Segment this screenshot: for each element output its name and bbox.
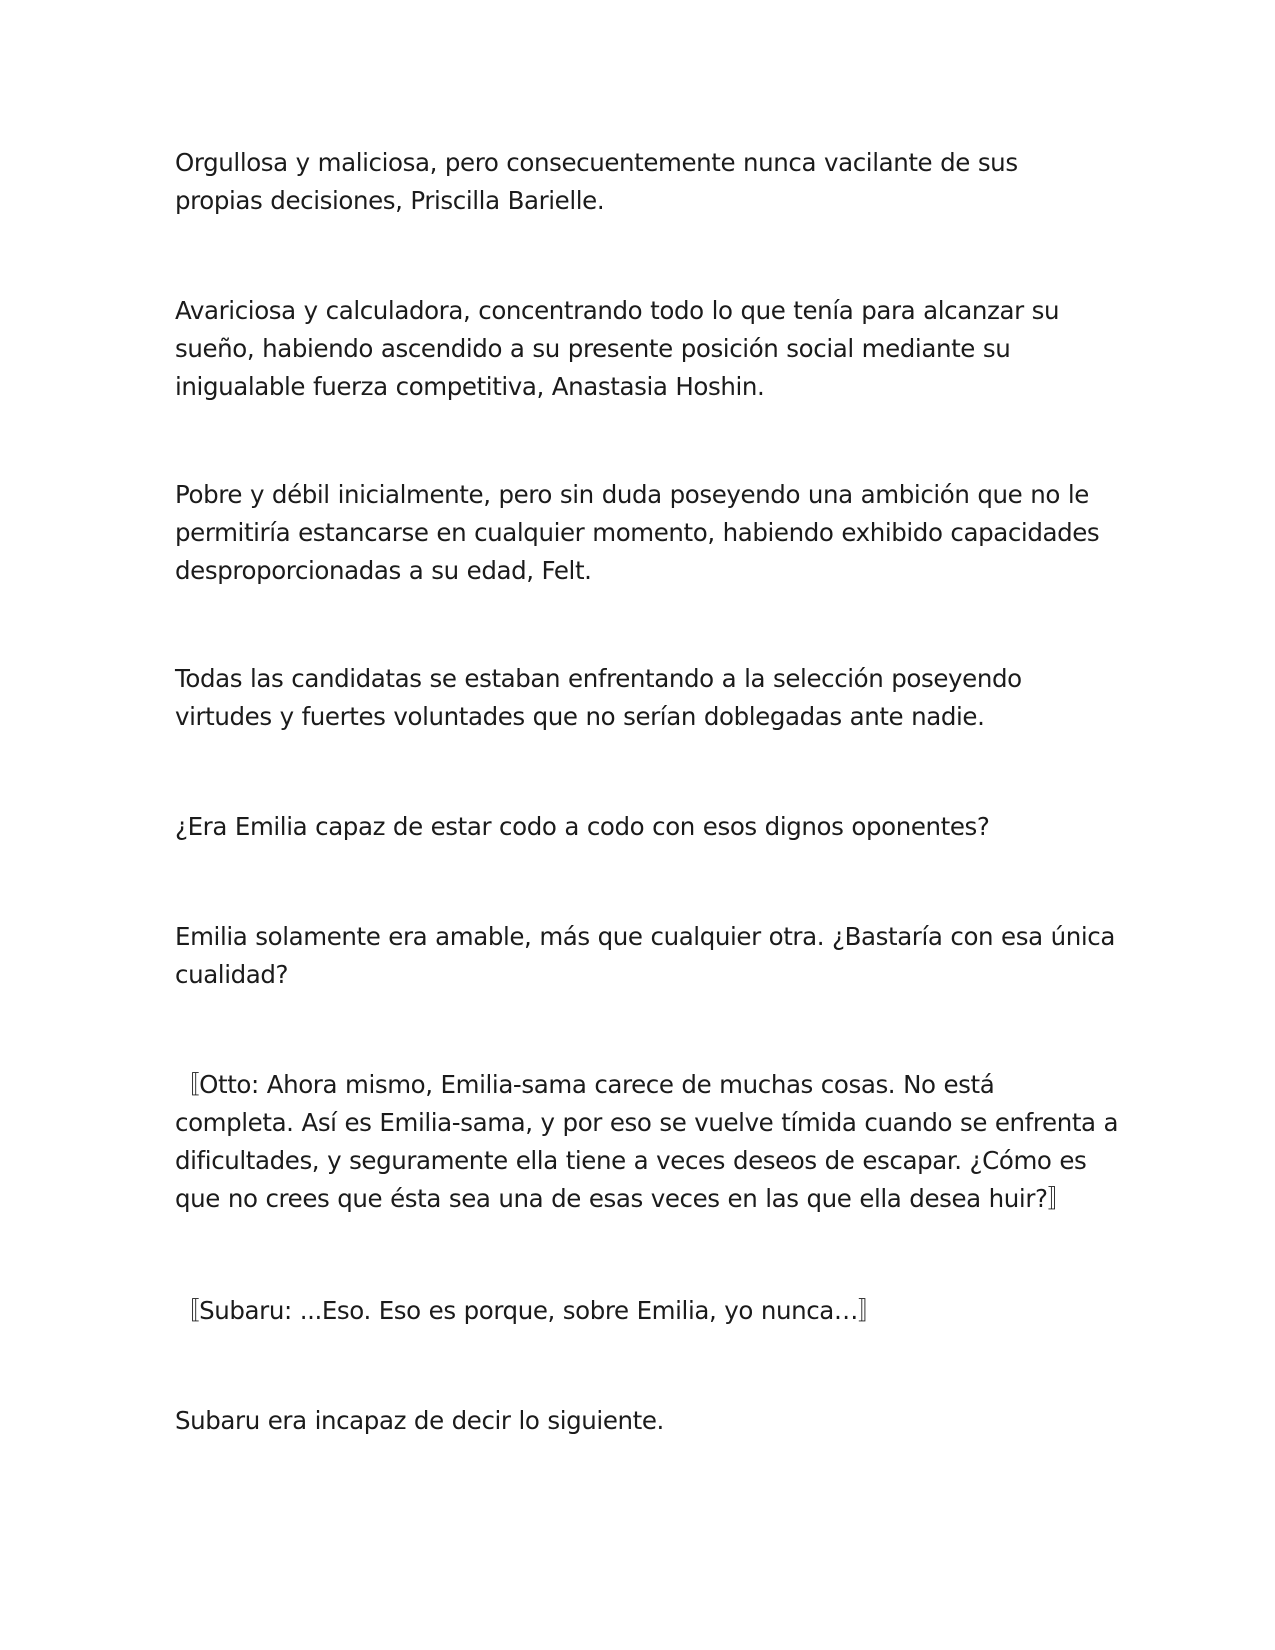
paragraph-question	[175, 808, 1095, 846]
text-line: 〚Subaru: ...Eso. Eso es porque, sobre Emilia, yo nunca…〛	[175, 1296, 883, 1325]
paragraph-otto-quote	[175, 1066, 1119, 1218]
paragraph-anastasia	[175, 292, 1095, 406]
text-line: permitiría estancarse en cualquier momento, habiendo exhibido capacidades	[175, 518, 1100, 547]
text-line: Orgullosa y maliciosa, pero consecuentemente nunca vacilante de sus	[175, 148, 1018, 177]
text-line: ¿Era Emilia capaz de estar codo a codo con esos dignos oponentes?	[175, 812, 990, 841]
text-line: Pobre y débil inicialmente, pero sin duda poseyendo una ambición que no le	[175, 480, 1089, 509]
text-line: Todas las candidatas se estaban enfrentando a la selección poseyendo	[175, 664, 1022, 693]
text-line: 〚Otto: Ahora mismo, Emilia-sama carece de muchas cosas. No está	[175, 1070, 995, 1099]
text-line: dificultades, y seguramente ella tiene a veces deseos de escapar. ¿Cómo es	[175, 1146, 1087, 1175]
text-line: que no crees que ésta sea una de esas veces en las que ella desea huir?〛	[175, 1184, 1072, 1213]
paragraph-emilia-kind	[175, 918, 1115, 994]
paragraph-subaru-quote	[175, 1292, 1095, 1330]
text-line: desproporcionadas a su edad, Felt.	[175, 556, 592, 585]
text-line: inigualable fuerza competitiva, Anastasia Hoshin.	[175, 372, 765, 401]
text-line: propias decisiones, Priscilla Barielle.	[175, 186, 605, 215]
text-line: Emilia solamente era amable, más que cualquier otra. ¿Bastaría con esa única	[175, 922, 1115, 951]
paragraph-subaru-unable	[175, 1402, 1095, 1440]
text-line: virtudes y fuertes voluntades que no serían doblegadas ante nadie.	[175, 702, 985, 731]
text-line: completa. Así es Emilia-sama, y por eso se vuelve tímida cuando se enfrenta a	[175, 1108, 1119, 1137]
text-line: cualidad?	[175, 960, 289, 989]
text-line: Subaru era incapaz de decir lo siguiente.	[175, 1406, 664, 1435]
text-line: sueño, habiendo ascendido a su presente posición social mediante su	[175, 334, 1011, 363]
paragraph-priscilla	[175, 144, 1095, 220]
paragraph-candidates	[175, 660, 1095, 736]
text-line: Avariciosa y calculadora, concentrando todo lo que tenía para alcanzar su	[175, 296, 1060, 325]
paragraph-felt	[175, 476, 1100, 590]
